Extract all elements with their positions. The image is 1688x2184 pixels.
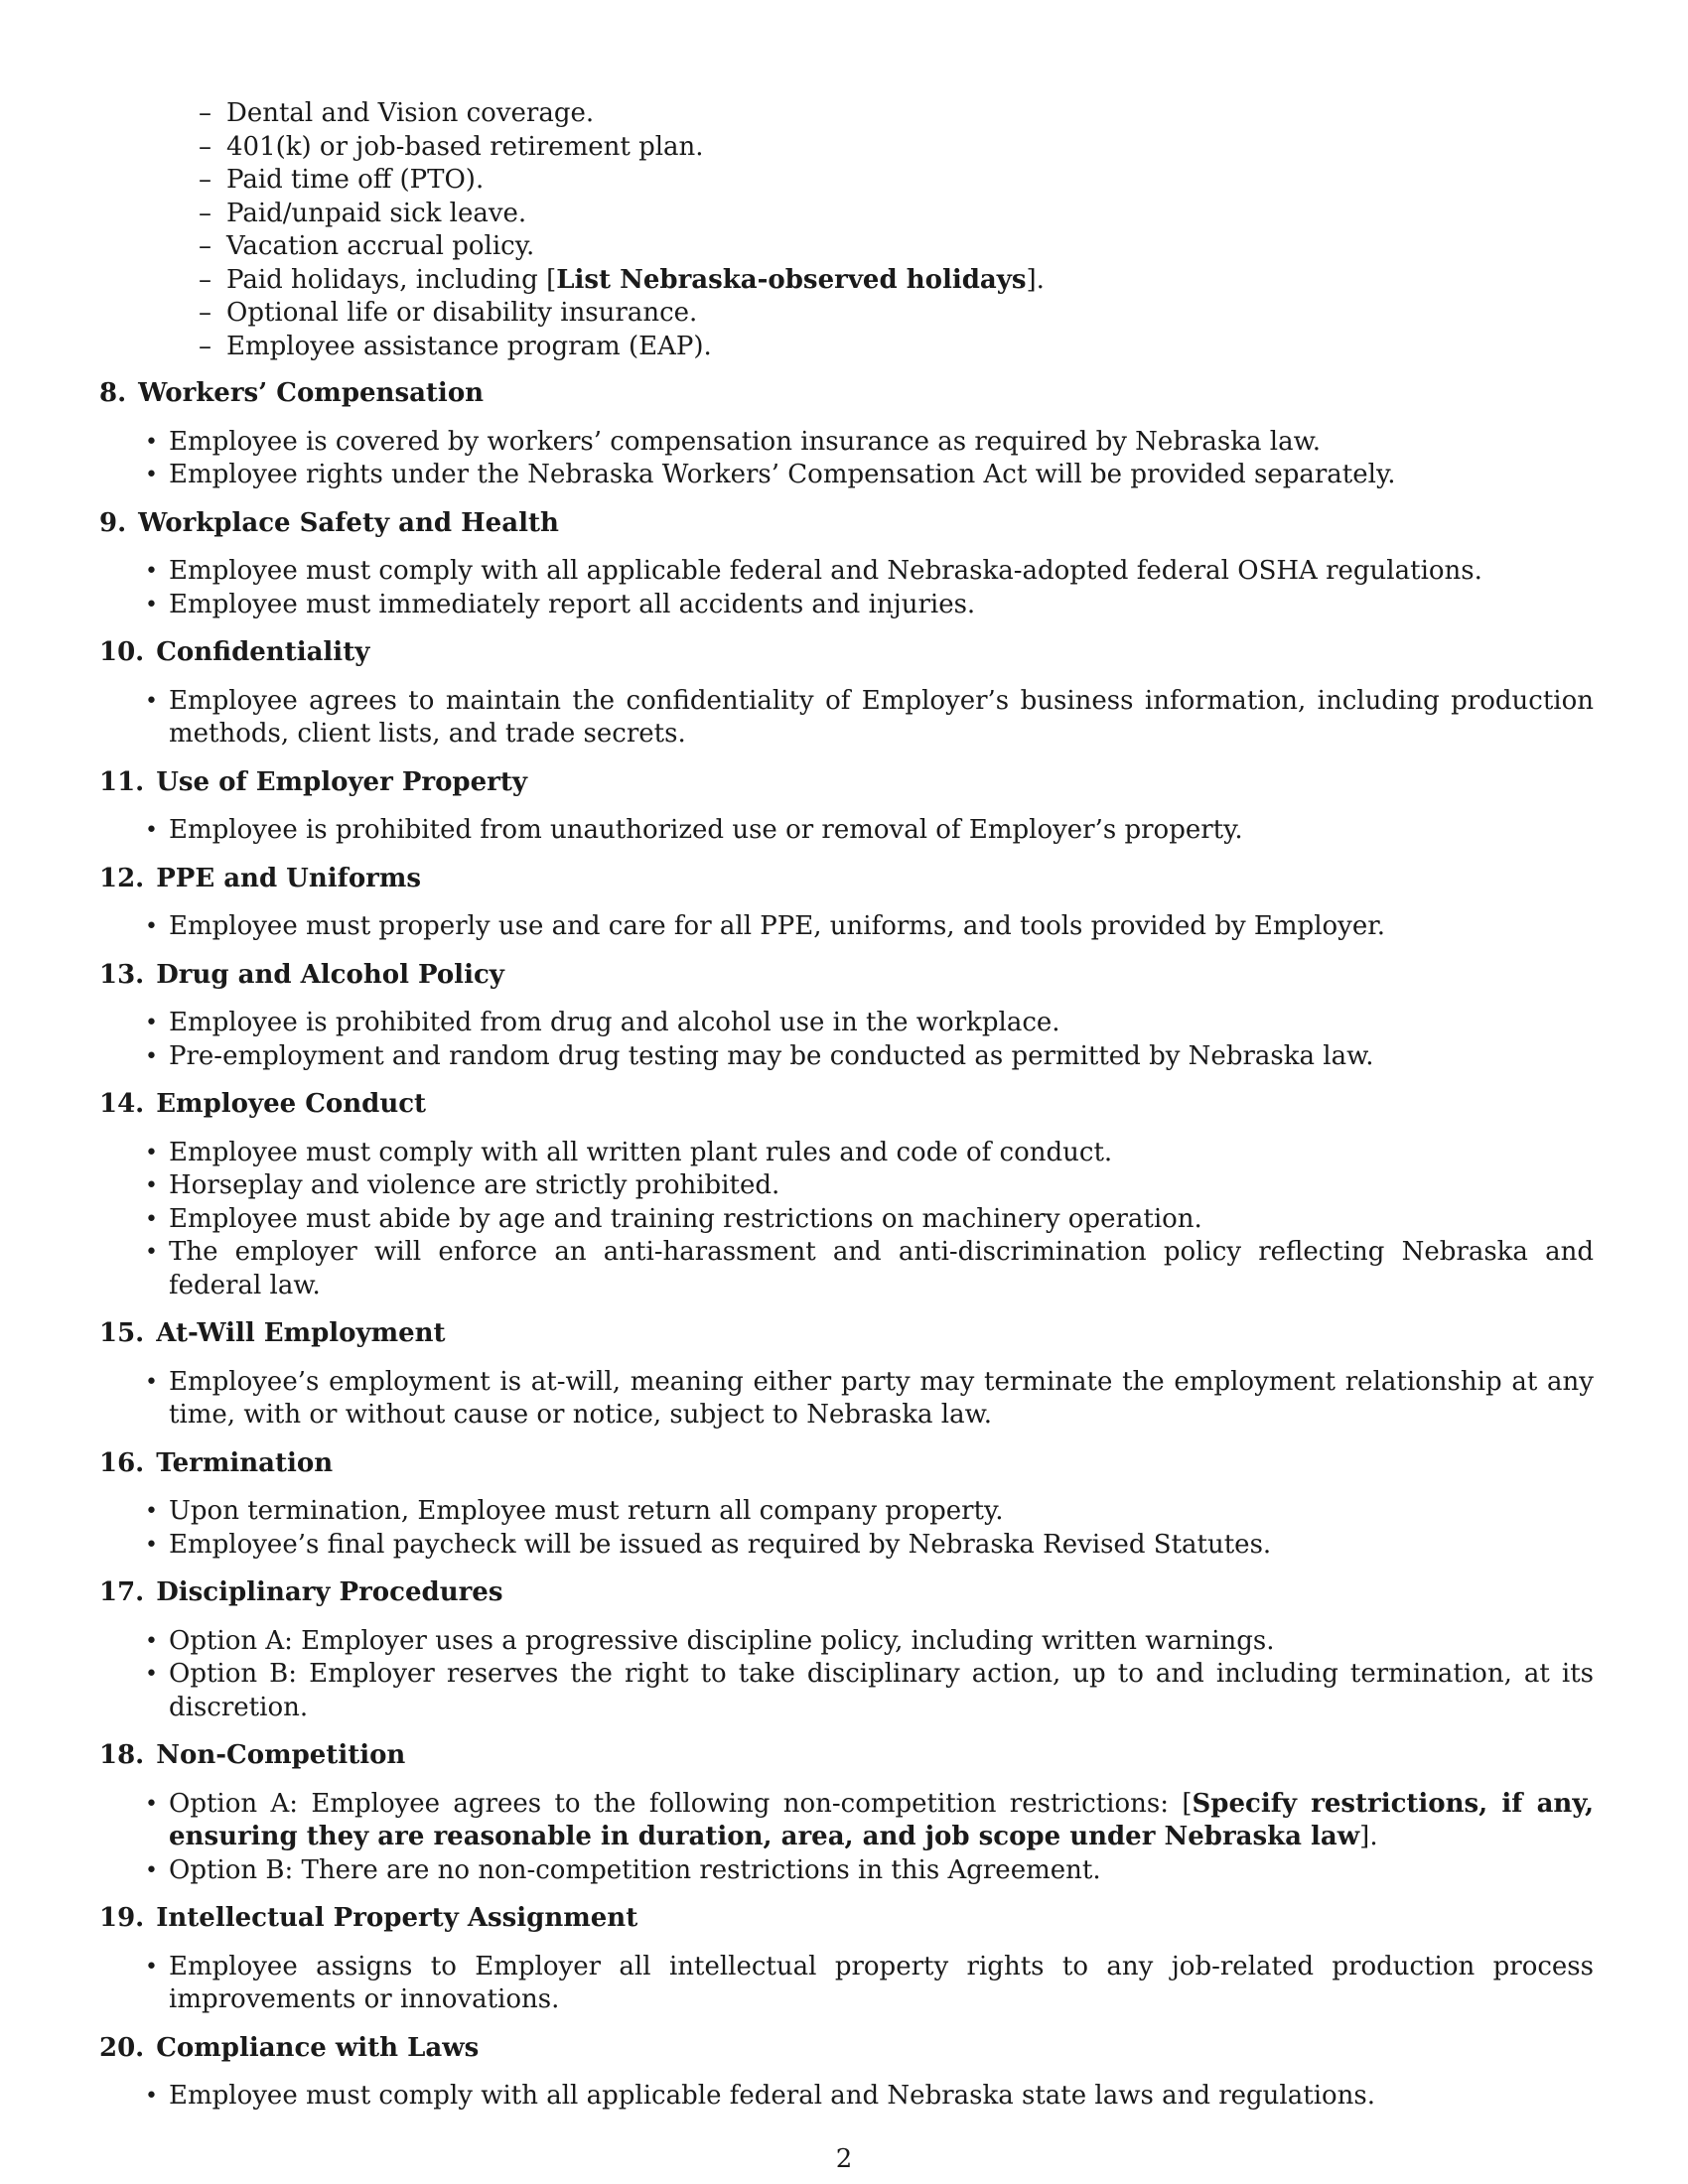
bullet-list [99, 814, 1594, 848]
section-number: 17. [99, 1577, 145, 1607]
bullet-list [99, 1495, 1594, 1562]
item-text: Option A: Employer uses a progressive discipline policy, including written warnings. [169, 1625, 1275, 1656]
item-text: Employee must comply with all written plant rules and code of conduct. [169, 1137, 1113, 1167]
section-number: 13. [99, 959, 145, 990]
bullet-marker: • [145, 429, 158, 455]
bullet-item [145, 1007, 1594, 1040]
section-title: Termination [156, 1447, 334, 1478]
bullet-marker: • [145, 1662, 158, 1687]
section-number: 12. [99, 863, 145, 893]
section-heading [99, 1902, 1594, 1936]
bullet-item [145, 1137, 1594, 1170]
benefits-sublist [99, 97, 1594, 363]
sections-container [99, 377, 1594, 2114]
item-text: Employee must immediately report all accidents and injuries. [169, 589, 976, 619]
section-title: At-Will Employment [156, 1318, 446, 1348]
bullet-list [99, 555, 1594, 621]
bullet-marker: • [145, 592, 158, 617]
dash-marker: – [199, 198, 211, 228]
bullet-item [145, 555, 1594, 589]
bullet-marker: • [145, 2084, 158, 2109]
bullet-marker: • [145, 1954, 158, 1979]
section-heading [99, 1317, 1594, 1351]
dash-marker: – [199, 298, 211, 328]
section-heading [99, 2032, 1594, 2066]
section-title: PPE and Uniforms [156, 863, 422, 893]
item-text-part: ]. [1359, 1822, 1378, 1851]
section-heading [99, 1739, 1594, 1773]
bullet-item [145, 1169, 1594, 1203]
section-number: 19. [99, 1903, 145, 1933]
section-number: 10. [99, 637, 145, 667]
item-text: Employee is prohibited from unauthorized use or removal of Employer’s property. [169, 815, 1243, 845]
item-text: Vacation accrual policy. [226, 231, 535, 261]
item-text: Employee’s final paycheck will be issued as required by Nebraska Revised Statutes. [169, 1529, 1272, 1560]
bullet-item [145, 1854, 1594, 1888]
bullet-marker: • [145, 1011, 158, 1035]
sublist-item [199, 297, 1594, 331]
item-text: 401(k) or job-based retirement plan. [226, 131, 704, 162]
bullet-marker: • [145, 1857, 158, 1883]
item-text: Paid/unpaid sick leave. [226, 198, 527, 228]
section-heading [99, 1576, 1594, 1610]
section-title: Workers’ Compensation [138, 378, 485, 408]
section-title: Compliance with Laws [156, 2032, 480, 2063]
section [99, 863, 1594, 944]
item-text: Employee must abide by age and training restrictions on machinery operation. [169, 1203, 1202, 1234]
section-heading [99, 1088, 1594, 1122]
dash-marker: – [199, 98, 211, 128]
bullet-list [99, 685, 1594, 751]
dash-marker: – [199, 131, 211, 162]
section-heading [99, 766, 1594, 800]
dash-marker: – [199, 331, 211, 361]
section-heading [99, 1447, 1594, 1481]
section-title: Disciplinary Procedures [156, 1577, 503, 1607]
item-text: Option B: Employer reserves the right to take disciplinary action, up to and including termination, at its discretion. [169, 1659, 1594, 1722]
sublist-item [199, 230, 1594, 264]
item-text: Employee’s employment is at-will, meaning either party may terminate the employment relationship at any time, with or without cause or notice, subject to Nebraska law. [169, 1366, 1594, 1430]
section [99, 2032, 1594, 2114]
section [99, 1088, 1594, 1302]
bullet-marker: • [145, 463, 158, 487]
bullet-item [145, 685, 1594, 751]
bullet-item [145, 1625, 1594, 1659]
bullet-item [145, 1658, 1594, 1724]
item-text: Option B: There are no non-competition restrictions in this Agreement. [169, 1854, 1101, 1885]
section-number: 8. [99, 378, 127, 408]
bullet-item [145, 1236, 1594, 1302]
bullet-list [99, 1625, 1594, 1725]
item-text: Employee must comply with all applicable federal and Nebraska state laws and regulations. [169, 2081, 1376, 2111]
bullet-item [145, 589, 1594, 622]
sublist-item [199, 264, 1594, 298]
placeholder-text: List Nebraska-observed holidays [556, 264, 1027, 295]
bullet-item [145, 1040, 1594, 1074]
sublist-item [199, 131, 1594, 165]
section-number: 14. [99, 1089, 145, 1119]
section-heading [99, 507, 1594, 541]
section-heading [99, 959, 1594, 993]
section-heading [99, 636, 1594, 670]
bullet-marker: • [145, 1499, 158, 1524]
bullet-marker: • [145, 559, 158, 584]
section [99, 1576, 1594, 1724]
bullet-list [99, 2080, 1594, 2114]
item-text: Dental and Vision coverage. [226, 98, 595, 128]
section [99, 766, 1594, 848]
bullet-marker: • [145, 1240, 158, 1265]
item-text: Employee must comply with all applicable federal and Nebraska-adopted federal OSHA regulations. [169, 556, 1482, 586]
section-heading [99, 863, 1594, 896]
item-text: Employee rights under the Nebraska Workers’ Compensation Act will be provided separately. [169, 460, 1396, 489]
item-text-part: ]. [1026, 264, 1045, 295]
bullet-list [99, 1366, 1594, 1433]
page-number: 2 [835, 2144, 853, 2174]
bullet-list [99, 1137, 1594, 1303]
bullet-marker: • [145, 1173, 158, 1198]
item-text: Employee agrees to maintain the confidentiality of Employer’s business information, including production methods, client lists, and trade secrets. [169, 685, 1594, 749]
document-page [99, 97, 1594, 2128]
section-title: Confidentiality [156, 637, 370, 667]
item-text: Paid time off (PTO). [226, 165, 485, 195]
item-text: Employee assistance program (EAP). [226, 331, 712, 361]
sublist-item [199, 97, 1594, 131]
section-number: 11. [99, 766, 145, 797]
section [99, 1447, 1594, 1563]
section-title: Employee Conduct [156, 1089, 427, 1119]
item-text: Employee is prohibited from drug and alcohol use in the workplace. [169, 1008, 1060, 1037]
bullet-item [145, 1951, 1594, 2017]
bullet-item [145, 459, 1594, 492]
section-title: Non-Competition [156, 1740, 406, 1770]
bullet-marker: • [145, 1532, 158, 1558]
section-title: Use of Employer Property [156, 766, 527, 797]
section-number: 20. [99, 2032, 145, 2063]
section [99, 507, 1594, 622]
section-number: 9. [99, 507, 127, 538]
bullet-item [145, 1495, 1594, 1529]
bullet-list [99, 910, 1594, 944]
item-text: The employer will enforce an anti-harassment and anti-discrimination policy reflecting Nebraska and federal law. [169, 1237, 1594, 1300]
sublist-item [199, 198, 1594, 231]
bullet-item [145, 1788, 1594, 1854]
dash-marker: – [199, 165, 211, 195]
item-text: Employee is covered by workers’ compensation insurance as required by Nebraska law. [169, 426, 1322, 457]
section-title: Workplace Safety and Health [138, 507, 559, 538]
item-text: Employee must properly use and care for all PPE, uniforms, and tools provided by Employer. [169, 911, 1386, 941]
bullet-item [145, 2080, 1594, 2114]
section-heading [99, 377, 1594, 411]
bullet-marker: • [145, 1791, 158, 1817]
placeholder-text: Specify restrictions, if any, ensuring they are reasonable in duration, area, and job scope under Nebraska law [169, 1788, 1594, 1851]
item-text: Upon termination, Employee must return all company property. [169, 1496, 1004, 1526]
bullet-marker: • [145, 1043, 158, 1069]
section-title: Drug and Alcohol Policy [156, 959, 504, 990]
bullet-item [145, 1366, 1594, 1433]
section [99, 636, 1594, 751]
bullet-marker: • [145, 1369, 158, 1395]
bullet-marker: • [145, 1140, 158, 1165]
item-text: Employee assigns to Employer all intellectual property rights to any job-related production process improvements or innovations. [169, 1951, 1594, 2014]
bullet-item [145, 1203, 1594, 1237]
bullet-marker: • [145, 818, 158, 843]
bullet-marker: • [145, 1628, 158, 1654]
item-text: Horseplay and violence are strictly prohibited. [169, 1170, 780, 1200]
section [99, 377, 1594, 492]
bullet-item [145, 426, 1594, 460]
bullet-list [99, 1788, 1594, 1888]
bullet-item [145, 910, 1594, 944]
section [99, 1739, 1594, 1887]
section-number: 15. [99, 1318, 145, 1348]
dash-marker: – [199, 231, 211, 261]
bullet-list [99, 1007, 1594, 1073]
bullet-list [99, 1951, 1594, 2017]
item-text-part: Paid holidays, including [ [226, 264, 557, 295]
item-text: Optional life or disability insurance. [226, 298, 698, 328]
section-number: 16. [99, 1447, 145, 1478]
bullet-marker: • [145, 1206, 158, 1232]
item-text-part: Option A: Employee agrees to the following non-competition restrictions: [ [169, 1788, 1193, 1819]
sublist-item [199, 164, 1594, 198]
bullet-list [99, 426, 1594, 492]
bullet-item [145, 814, 1594, 848]
section-number: 18. [99, 1740, 145, 1770]
section-title: Intellectual Property Assignment [156, 1903, 638, 1933]
section [99, 1902, 1594, 2017]
bullet-item [145, 1529, 1594, 1563]
sublist-item [199, 331, 1594, 364]
bullet-marker: • [145, 688, 158, 714]
bullet-marker: • [145, 914, 158, 939]
section [99, 959, 1594, 1074]
item-text: Pre-employment and random drug testing may be conducted as permitted by Nebraska law. [169, 1040, 1374, 1071]
section [99, 1317, 1594, 1433]
dash-marker: – [199, 264, 211, 295]
